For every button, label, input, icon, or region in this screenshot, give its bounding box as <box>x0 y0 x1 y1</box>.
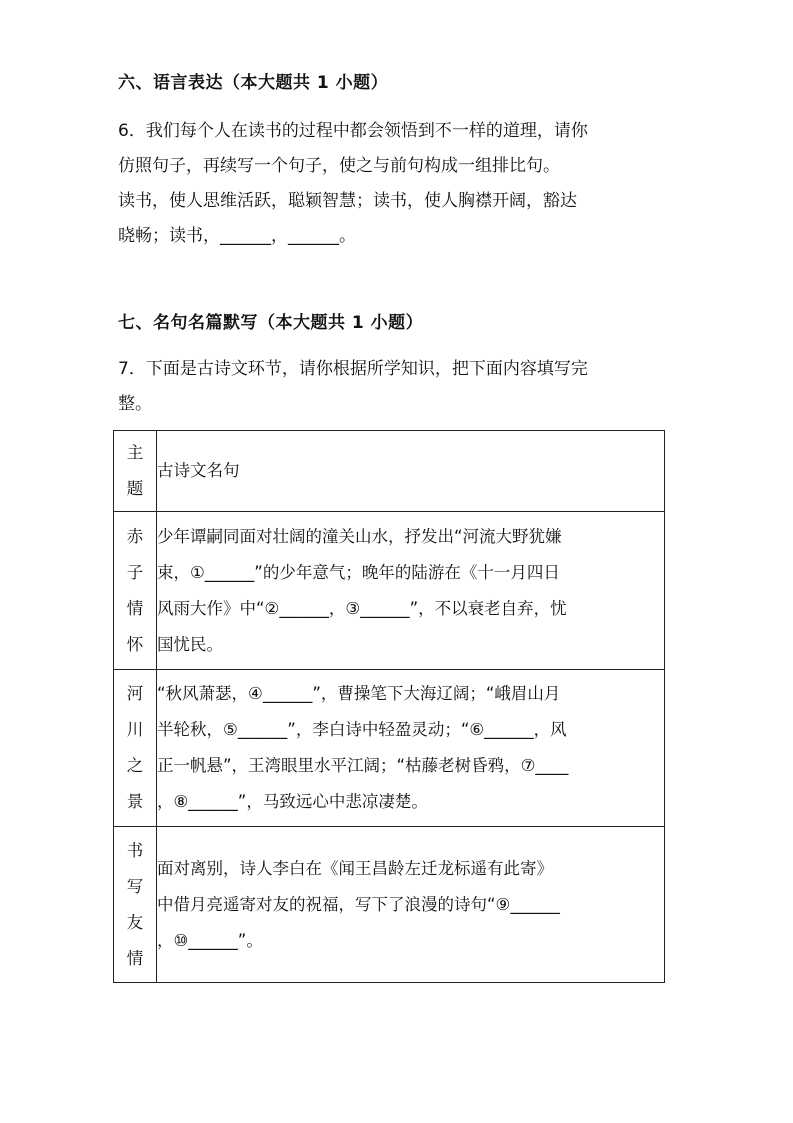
theme-char: 情 <box>126 948 144 968</box>
theme-char: 友 <box>126 912 144 932</box>
content-cell <box>157 512 665 670</box>
theme-char: 赤 <box>126 526 144 546</box>
theme-header-cell <box>114 431 157 512</box>
theme-char: 之 <box>126 756 144 775</box>
question-7 <box>118 352 673 422</box>
theme-char: 题 <box>126 479 144 498</box>
theme-char: 主 <box>126 443 144 462</box>
section-7-heading: 七、名句名篇默写（本大题共 1 小题） <box>118 313 424 333</box>
content-line: 面对离别，诗人李白在《闻王昌龄左迁龙标遥有此寄》 <box>157 858 553 878</box>
content-line: 国忧民。 <box>157 634 223 654</box>
content-line: ，⑧______”，马致远心中悲凉凄楚。 <box>157 792 428 811</box>
table-row <box>114 670 665 827</box>
content-cell <box>157 670 665 827</box>
content-line: 半轮秋，⑤______”，李白诗中轻盈灵动；“⑥______，风 <box>157 720 567 739</box>
question-6 <box>118 114 673 254</box>
theme-char: 川 <box>126 720 144 739</box>
content-cell <box>157 827 665 983</box>
question-7-line: 整。 <box>118 394 152 414</box>
theme-cell <box>114 670 157 827</box>
theme-char: 书 <box>126 840 144 860</box>
theme-char: 景 <box>126 792 144 811</box>
section-6-heading: 六、语言表达（本大题共 1 小题） <box>118 73 389 93</box>
table-header-row <box>114 431 665 512</box>
theme-char: 写 <box>126 876 144 896</box>
question-6-line: 读书，使人思维活跃，聪颖智慧；读书，使人胸襟开阔，豁达 <box>118 191 577 211</box>
poem-table <box>113 430 665 983</box>
theme-char: 怀 <box>126 634 144 654</box>
content-line: “秋风萧瑟，④______”，曹操笔下大海辽阔；“峨眉山月 <box>157 684 561 703</box>
theme-char: 河 <box>126 684 144 703</box>
content-header-cell <box>157 431 665 512</box>
table-row <box>114 512 665 670</box>
content-line: 少年谭嗣同面对壮阔的潼关山水，抒发出“河流大野犹嫌 <box>157 526 562 546</box>
theme-cell <box>114 512 157 670</box>
content-line: 正一帆悬”，王湾眼里水平江阔；“枯藤老树昏鸦，⑦____ <box>157 756 569 775</box>
question-6-line: 仿照句子，再续写一个句子，使之与前句构成一组排比句。 <box>118 156 560 176</box>
theme-char: 情 <box>126 598 144 618</box>
question-6-line: 晓畅；读书，______，______。 <box>118 226 356 246</box>
table-row <box>114 827 665 983</box>
question-6-line: 6．我们每个人在读书的过程中都会领悟到不一样的道理，请你 <box>118 121 588 141</box>
question-7-line: 7．下面是古诗文环节，请你根据所学知识，把下面内容填写完 <box>118 359 588 379</box>
content-header-text: 古诗文名句 <box>157 461 240 480</box>
theme-cell <box>114 827 157 983</box>
content-line: 中借月亮遥寄对友的祝福，写下了浪漫的诗句“⑨______ <box>157 894 560 914</box>
content-line: ，⑩______”。 <box>157 930 263 950</box>
theme-char: 子 <box>126 562 144 582</box>
content-line: 风雨大作》中“②______，③______”，不以衰老自弃，忧 <box>157 598 567 618</box>
content-line: 束，①______”的少年意气；晚年的陆游在《十一月四日 <box>157 562 560 582</box>
